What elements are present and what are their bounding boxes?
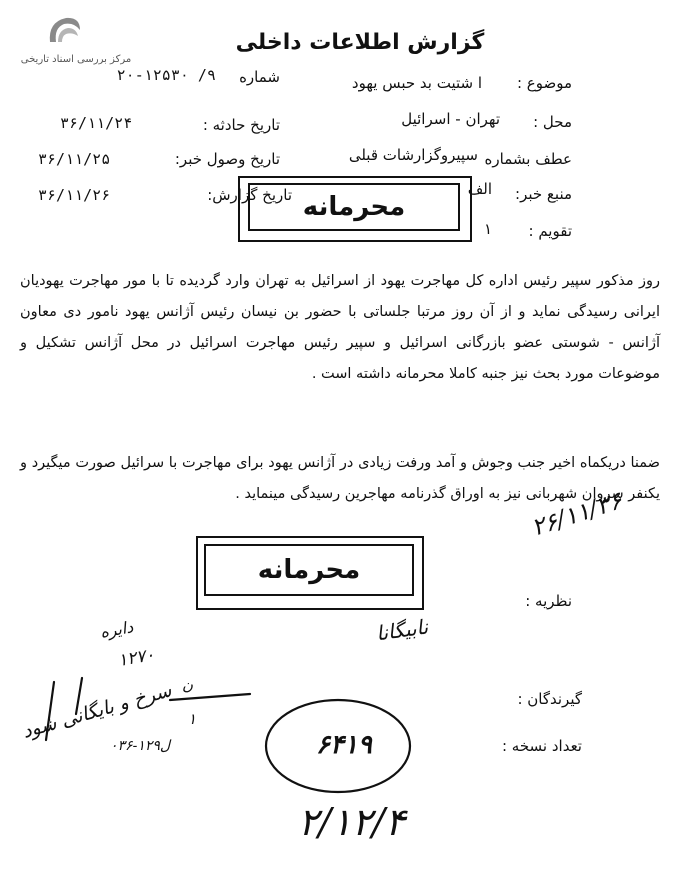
archive-logo	[6, 10, 146, 70]
handwritten-bottom-number: ۲/۱۲/۴	[298, 800, 406, 844]
report-date-value: ۳۶/۱۱/۲۶	[38, 186, 111, 204]
receipt-date-value: ۳۶/۱۱/۲۵	[38, 150, 111, 168]
source-label: منبع خبر:	[515, 185, 572, 203]
report-date-label: تاریخ گزارش:	[207, 186, 292, 204]
handwritten-opinion-date: ۲۶/۱۱/۳۶	[527, 486, 626, 542]
handwritten-note-number: ۱۲۷۰	[116, 644, 156, 672]
handwritten-signature: نابیگانا	[374, 614, 430, 646]
report-paragraph-2: ضمنا دریکماه اخیر جنب وجوش و آمد ورفت زیادی در آژانس یهود برای مهاجرت با سرائیل صورت میگیرد و یکنفر سروان شهربانی نیز به اوراق گذرنامه مهاجرین رسیدگی مینماید .	[20, 455, 660, 502]
evaluation-value: ۱	[483, 220, 492, 238]
report-paragraph-1: روز مذکور سپیر رئیس اداره کل مهاجرت یهود از اسرائیل به تهران وارد گردیده تا با مور مهاجرت یهودیان ایرانی رسیدگی نماید و از آن روز مرتبا جلساتی با حضور بن نیسان رئیس آژانس یهود نامور دی معاون آژانس - شوستی عضو بازرگانی اسرائیل و سپیر رئیس مهاجرت اسرائیل در محل آژانس تشکیل و موضوعات مورد بحث نیز جنبه کاملا محرمانه داشته است .	[20, 273, 660, 382]
number-label: شماره	[239, 68, 280, 86]
recipients-label: گیرندگان :	[517, 690, 582, 708]
copies-label: تعداد نسخه :	[501, 737, 582, 755]
number-value: ۲۰-۱۲۵۳۰ /۹	[116, 66, 216, 84]
handwritten-margin-file-code: ۰ل۱۲۹-۳۶	[110, 738, 171, 754]
archive-logo-icon	[44, 14, 84, 48]
subject-label: موضوع :	[516, 74, 572, 92]
subject-value: ا شتیت بد حبس یهود	[351, 74, 482, 92]
place-value: تهران - اسرائیل	[401, 110, 500, 128]
handwritten-margin-note-letter: ن	[182, 676, 194, 694]
incident-date-value: ۳۶/۱۱/۲۴	[60, 114, 133, 132]
confidential-stamp-bottom: محرمانه	[204, 544, 414, 596]
incident-date-label: تاریخ حادثه :	[202, 116, 280, 134]
source-value: الف	[467, 180, 492, 198]
place-label: محل :	[533, 113, 572, 131]
circled-number: ۶۴۱۹	[316, 730, 372, 760]
reference-label: عطف بشماره	[484, 150, 572, 168]
confidential-stamp-top: محرمانه	[248, 183, 460, 231]
evaluation-label: تقویم :	[528, 222, 572, 240]
handwritten-margin-instruction: سرخ و بایگانی شود	[19, 679, 174, 743]
handwritten-margin-note-digit: ۱	[188, 710, 197, 728]
reference-value: سپیروگزارشات قبلی	[348, 146, 478, 164]
handwritten-note-department: دایره	[98, 617, 135, 642]
receipt-date-label: تاریخ وصول خبر:	[174, 150, 280, 168]
document-title: گزارش اطلاعات داخلی	[235, 30, 485, 55]
archive-logo-caption: مرکز بررسی اسناد تاریخی	[20, 54, 132, 65]
opinion-label: نظریه :	[525, 592, 572, 610]
